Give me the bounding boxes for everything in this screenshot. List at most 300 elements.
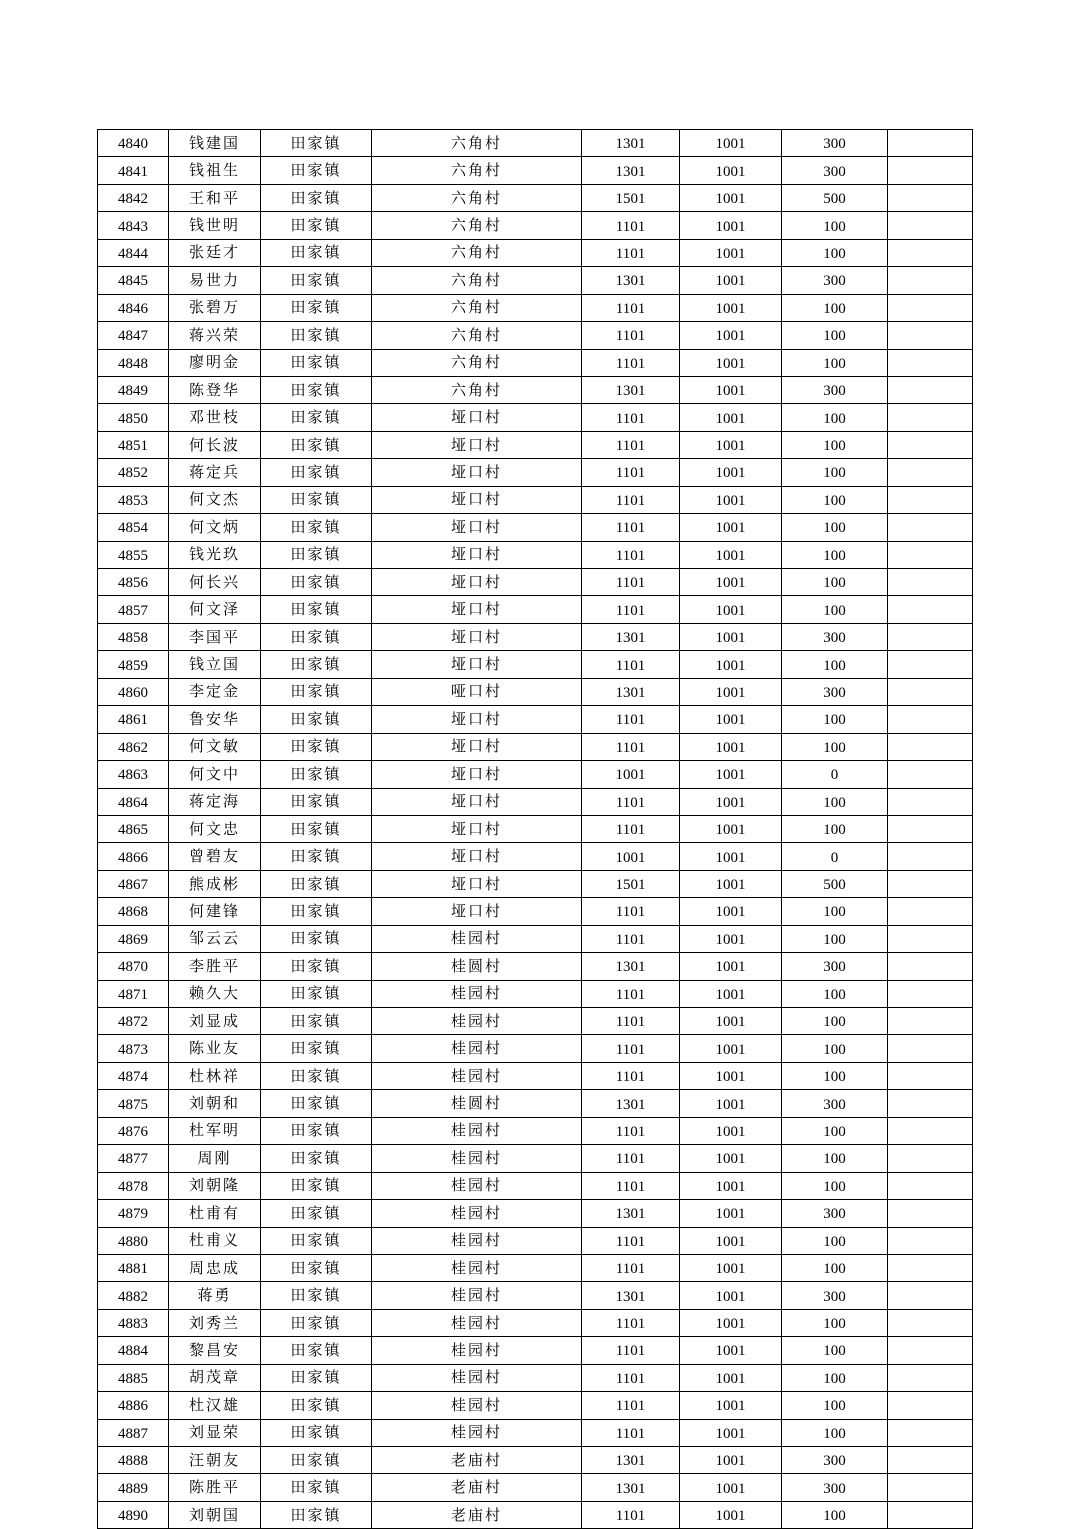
remark-cell — [888, 1337, 973, 1364]
village-cell: 桂园村 — [372, 1282, 582, 1309]
code-a-cell: 1101 — [582, 1309, 680, 1336]
row-number-cell: 4870 — [98, 953, 169, 980]
code-b-cell: 1001 — [680, 157, 782, 184]
amount-cell: 100 — [782, 596, 888, 623]
name-cell: 张碧万 — [169, 294, 261, 321]
village-cell: 桂园村 — [372, 1008, 582, 1035]
table-row — [98, 541, 973, 568]
code-b-cell: 1001 — [680, 322, 782, 349]
amount-cell: 0 — [782, 761, 888, 788]
table-row — [98, 815, 973, 842]
row-number-cell: 4842 — [98, 184, 169, 211]
amount-cell: 300 — [782, 1447, 888, 1474]
name-cell: 周刚 — [169, 1145, 261, 1172]
town-cell: 田家镇 — [261, 651, 372, 678]
row-number-cell: 4890 — [98, 1501, 169, 1528]
amount-cell: 100 — [782, 1145, 888, 1172]
amount-cell: 100 — [782, 925, 888, 952]
village-cell: 六角村 — [372, 212, 582, 239]
remark-cell — [888, 1254, 973, 1281]
code-a-cell: 1101 — [582, 212, 680, 239]
row-number-cell: 4866 — [98, 843, 169, 870]
code-a-cell: 1101 — [582, 1419, 680, 1446]
remark-cell — [888, 1392, 973, 1419]
code-a-cell: 1101 — [582, 651, 680, 678]
name-cell: 汪朝友 — [169, 1447, 261, 1474]
table-row — [98, 1364, 973, 1391]
town-cell: 田家镇 — [261, 678, 372, 705]
row-number-cell: 4853 — [98, 486, 169, 513]
row-number-cell: 4883 — [98, 1309, 169, 1336]
table-row — [98, 1200, 973, 1227]
amount-cell: 100 — [782, 898, 888, 925]
name-cell: 何文中 — [169, 761, 261, 788]
remark-cell — [888, 404, 973, 431]
code-b-cell: 1001 — [680, 1447, 782, 1474]
town-cell: 田家镇 — [261, 953, 372, 980]
row-number-cell: 4848 — [98, 349, 169, 376]
name-cell: 钱建国 — [169, 130, 261, 157]
remark-cell — [888, 1200, 973, 1227]
table-row — [98, 1254, 973, 1281]
code-b-cell: 1001 — [680, 212, 782, 239]
code-a-cell: 1101 — [582, 815, 680, 842]
row-number-cell: 4872 — [98, 1008, 169, 1035]
row-number-cell: 4886 — [98, 1392, 169, 1419]
code-a-cell: 1301 — [582, 623, 680, 650]
row-number-cell: 4863 — [98, 761, 169, 788]
table-body — [98, 130, 973, 1529]
town-cell: 田家镇 — [261, 157, 372, 184]
code-a-cell: 1101 — [582, 898, 680, 925]
village-cell: 桂园村 — [372, 1145, 582, 1172]
name-cell: 杜甫有 — [169, 1200, 261, 1227]
table-row — [98, 733, 973, 760]
amount-cell: 300 — [782, 1200, 888, 1227]
remark-cell — [888, 870, 973, 897]
table-row — [98, 404, 973, 431]
amount-cell: 100 — [782, 1309, 888, 1336]
village-cell: 桂园村 — [372, 1227, 582, 1254]
village-cell: 桂园村 — [372, 1035, 582, 1062]
code-b-cell: 1001 — [680, 1090, 782, 1117]
row-number-cell: 4885 — [98, 1364, 169, 1391]
remark-cell — [888, 267, 973, 294]
remark-cell — [888, 157, 973, 184]
town-cell: 田家镇 — [261, 376, 372, 403]
amount-cell: 100 — [782, 459, 888, 486]
code-b-cell: 1001 — [680, 623, 782, 650]
code-a-cell: 1301 — [582, 1282, 680, 1309]
table-row — [98, 1172, 973, 1199]
remark-cell — [888, 1501, 973, 1528]
table-row — [98, 1008, 973, 1035]
village-cell: 老庙村 — [372, 1501, 582, 1528]
town-cell: 田家镇 — [261, 1172, 372, 1199]
amount-cell: 500 — [782, 184, 888, 211]
row-number-cell: 4856 — [98, 569, 169, 596]
code-a-cell: 1101 — [582, 541, 680, 568]
row-number-cell: 4882 — [98, 1282, 169, 1309]
table-row — [98, 925, 973, 952]
town-cell: 田家镇 — [261, 815, 372, 842]
remark-cell — [888, 1447, 973, 1474]
town-cell: 田家镇 — [261, 486, 372, 513]
town-cell: 田家镇 — [261, 843, 372, 870]
name-cell: 何长波 — [169, 431, 261, 458]
row-number-cell: 4880 — [98, 1227, 169, 1254]
code-b-cell: 1001 — [680, 431, 782, 458]
remark-cell — [888, 706, 973, 733]
town-cell: 田家镇 — [261, 514, 372, 541]
code-a-cell: 1501 — [582, 870, 680, 897]
code-b-cell: 1001 — [680, 1364, 782, 1391]
town-cell: 田家镇 — [261, 925, 372, 952]
table-row — [98, 514, 973, 541]
table-row — [98, 569, 973, 596]
name-cell: 鲁安华 — [169, 706, 261, 733]
village-cell: 桂园村 — [372, 925, 582, 952]
remark-cell — [888, 459, 973, 486]
table-row — [98, 1474, 973, 1501]
village-cell: 桂圆村 — [372, 953, 582, 980]
town-cell: 田家镇 — [261, 1254, 372, 1281]
table-row — [98, 596, 973, 623]
remark-cell — [888, 1145, 973, 1172]
remark-cell — [888, 980, 973, 1007]
row-number-cell: 4871 — [98, 980, 169, 1007]
name-cell: 陈胜平 — [169, 1474, 261, 1501]
code-a-cell: 1301 — [582, 953, 680, 980]
remark-cell — [888, 184, 973, 211]
name-cell: 何长兴 — [169, 569, 261, 596]
remark-cell — [888, 761, 973, 788]
name-cell: 赖久大 — [169, 980, 261, 1007]
name-cell: 邹云云 — [169, 925, 261, 952]
row-number-cell: 4874 — [98, 1062, 169, 1089]
name-cell: 李国平 — [169, 623, 261, 650]
amount-cell: 100 — [782, 322, 888, 349]
table-row — [98, 1337, 973, 1364]
remark-cell — [888, 431, 973, 458]
amount-cell: 300 — [782, 1090, 888, 1117]
code-b-cell: 1001 — [680, 1062, 782, 1089]
table-row — [98, 1117, 973, 1144]
town-cell: 田家镇 — [261, 404, 372, 431]
row-number-cell: 4876 — [98, 1117, 169, 1144]
table-row — [98, 1447, 973, 1474]
code-a-cell: 1101 — [582, 925, 680, 952]
name-cell: 曾碧友 — [169, 843, 261, 870]
row-number-cell: 4852 — [98, 459, 169, 486]
name-cell: 陈业友 — [169, 1035, 261, 1062]
row-number-cell: 4888 — [98, 1447, 169, 1474]
code-a-cell: 1101 — [582, 1392, 680, 1419]
name-cell: 何文泽 — [169, 596, 261, 623]
code-b-cell: 1001 — [680, 267, 782, 294]
village-cell: 桂园村 — [372, 1309, 582, 1336]
table-row — [98, 431, 973, 458]
village-cell: 哑口村 — [372, 678, 582, 705]
table-row — [98, 843, 973, 870]
row-number-cell: 4868 — [98, 898, 169, 925]
amount-cell: 300 — [782, 678, 888, 705]
village-cell: 桂园村 — [372, 1419, 582, 1446]
code-a-cell: 1101 — [582, 980, 680, 1007]
code-a-cell: 1101 — [582, 514, 680, 541]
code-a-cell: 1101 — [582, 1145, 680, 1172]
name-cell: 陈登华 — [169, 376, 261, 403]
name-cell: 杜军明 — [169, 1117, 261, 1144]
row-number-cell: 4873 — [98, 1035, 169, 1062]
village-cell: 桂园村 — [372, 1172, 582, 1199]
row-number-cell: 4861 — [98, 706, 169, 733]
code-a-cell: 1101 — [582, 1035, 680, 1062]
town-cell: 田家镇 — [261, 1474, 372, 1501]
remark-cell — [888, 322, 973, 349]
name-cell: 刘显荣 — [169, 1419, 261, 1446]
village-cell: 垭口村 — [372, 843, 582, 870]
village-cell: 垭口村 — [372, 541, 582, 568]
row-number-cell: 4862 — [98, 733, 169, 760]
code-a-cell: 1101 — [582, 569, 680, 596]
amount-cell: 300 — [782, 1474, 888, 1501]
row-number-cell: 4878 — [98, 1172, 169, 1199]
row-number-cell: 4849 — [98, 376, 169, 403]
code-b-cell: 1001 — [680, 1254, 782, 1281]
code-b-cell: 1001 — [680, 1392, 782, 1419]
amount-cell: 100 — [782, 431, 888, 458]
amount-cell: 500 — [782, 870, 888, 897]
village-cell: 垭口村 — [372, 706, 582, 733]
town-cell: 田家镇 — [261, 1419, 372, 1446]
town-cell: 田家镇 — [261, 1282, 372, 1309]
code-b-cell: 1001 — [680, 1145, 782, 1172]
town-cell: 田家镇 — [261, 212, 372, 239]
row-number-cell: 4889 — [98, 1474, 169, 1501]
code-a-cell: 1301 — [582, 678, 680, 705]
code-b-cell: 1001 — [680, 925, 782, 952]
village-cell: 老庙村 — [372, 1447, 582, 1474]
amount-cell: 300 — [782, 953, 888, 980]
amount-cell: 0 — [782, 843, 888, 870]
name-cell: 周忠成 — [169, 1254, 261, 1281]
row-number-cell: 4875 — [98, 1090, 169, 1117]
amount-cell: 100 — [782, 651, 888, 678]
name-cell: 熊成彬 — [169, 870, 261, 897]
code-b-cell: 1001 — [680, 404, 782, 431]
row-number-cell: 4879 — [98, 1200, 169, 1227]
village-cell: 桂园村 — [372, 1200, 582, 1227]
name-cell: 何建锋 — [169, 898, 261, 925]
table-row — [98, 1062, 973, 1089]
code-b-cell: 1001 — [680, 870, 782, 897]
name-cell: 钱世明 — [169, 212, 261, 239]
table-row — [98, 1035, 973, 1062]
remark-cell — [888, 788, 973, 815]
remark-cell — [888, 541, 973, 568]
code-a-cell: 1101 — [582, 1501, 680, 1528]
village-cell: 垭口村 — [372, 431, 582, 458]
remark-cell — [888, 953, 973, 980]
code-b-cell: 1001 — [680, 184, 782, 211]
amount-cell: 100 — [782, 239, 888, 266]
code-a-cell: 1301 — [582, 1200, 680, 1227]
village-cell: 六角村 — [372, 239, 582, 266]
remark-cell — [888, 239, 973, 266]
village-cell: 垭口村 — [372, 788, 582, 815]
row-number-cell: 4844 — [98, 239, 169, 266]
name-cell: 李胜平 — [169, 953, 261, 980]
code-b-cell: 1001 — [680, 514, 782, 541]
amount-cell: 100 — [782, 294, 888, 321]
remark-cell — [888, 596, 973, 623]
town-cell: 田家镇 — [261, 569, 372, 596]
code-a-cell: 1101 — [582, 706, 680, 733]
code-a-cell: 1101 — [582, 404, 680, 431]
village-cell: 垭口村 — [372, 596, 582, 623]
town-cell: 田家镇 — [261, 267, 372, 294]
town-cell: 田家镇 — [261, 184, 372, 211]
row-number-cell: 4884 — [98, 1337, 169, 1364]
remark-cell — [888, 815, 973, 842]
code-b-cell: 1001 — [680, 459, 782, 486]
code-b-cell: 1001 — [680, 1008, 782, 1035]
village-cell: 垭口村 — [372, 733, 582, 760]
name-cell: 杜林祥 — [169, 1062, 261, 1089]
town-cell: 田家镇 — [261, 870, 372, 897]
code-b-cell: 1001 — [680, 678, 782, 705]
table-row — [98, 267, 973, 294]
row-number-cell: 4877 — [98, 1145, 169, 1172]
village-cell: 垭口村 — [372, 459, 582, 486]
remark-cell — [888, 1062, 973, 1089]
row-number-cell: 4881 — [98, 1254, 169, 1281]
amount-cell: 100 — [782, 733, 888, 760]
amount-cell: 300 — [782, 623, 888, 650]
town-cell: 田家镇 — [261, 1501, 372, 1528]
amount-cell: 100 — [782, 212, 888, 239]
code-b-cell: 1001 — [680, 815, 782, 842]
town-cell: 田家镇 — [261, 1309, 372, 1336]
amount-cell: 100 — [782, 1035, 888, 1062]
amount-cell: 100 — [782, 1337, 888, 1364]
remark-cell — [888, 1008, 973, 1035]
town-cell: 田家镇 — [261, 541, 372, 568]
name-cell: 廖明金 — [169, 349, 261, 376]
row-number-cell: 4850 — [98, 404, 169, 431]
row-number-cell: 4854 — [98, 514, 169, 541]
town-cell: 田家镇 — [261, 706, 372, 733]
code-b-cell: 1001 — [680, 349, 782, 376]
village-cell: 垭口村 — [372, 569, 582, 596]
town-cell: 田家镇 — [261, 733, 372, 760]
town-cell: 田家镇 — [261, 1090, 372, 1117]
amount-cell: 100 — [782, 980, 888, 1007]
table-row — [98, 1419, 973, 1446]
name-cell: 王和平 — [169, 184, 261, 211]
name-cell: 黎昌安 — [169, 1337, 261, 1364]
row-number-cell: 4845 — [98, 267, 169, 294]
name-cell: 蒋定兵 — [169, 459, 261, 486]
table-row — [98, 1392, 973, 1419]
table-row — [98, 1227, 973, 1254]
remark-cell — [888, 1090, 973, 1117]
code-a-cell: 1301 — [582, 376, 680, 403]
table-row — [98, 376, 973, 403]
name-cell: 钱祖生 — [169, 157, 261, 184]
row-number-cell: 4851 — [98, 431, 169, 458]
town-cell: 田家镇 — [261, 322, 372, 349]
name-cell: 蒋兴荣 — [169, 322, 261, 349]
town-cell: 田家镇 — [261, 1035, 372, 1062]
amount-cell: 300 — [782, 157, 888, 184]
data-table — [97, 129, 973, 1529]
remark-cell — [888, 843, 973, 870]
village-cell: 老庙村 — [372, 1474, 582, 1501]
code-b-cell: 1001 — [680, 541, 782, 568]
name-cell: 蒋定海 — [169, 788, 261, 815]
town-cell: 田家镇 — [261, 898, 372, 925]
amount-cell: 100 — [782, 1008, 888, 1035]
town-cell: 田家镇 — [261, 761, 372, 788]
code-a-cell: 1301 — [582, 130, 680, 157]
amount-cell: 100 — [782, 569, 888, 596]
table-row — [98, 1309, 973, 1336]
village-cell: 垭口村 — [372, 514, 582, 541]
town-cell: 田家镇 — [261, 1008, 372, 1035]
code-b-cell: 1001 — [680, 376, 782, 403]
code-b-cell: 1001 — [680, 239, 782, 266]
village-cell: 垭口村 — [372, 486, 582, 513]
code-b-cell: 1001 — [680, 130, 782, 157]
code-b-cell: 1001 — [680, 1309, 782, 1336]
remark-cell — [888, 1419, 973, 1446]
row-number-cell: 4858 — [98, 623, 169, 650]
remark-cell — [888, 925, 973, 952]
remark-cell — [888, 349, 973, 376]
village-cell: 垭口村 — [372, 870, 582, 897]
amount-cell: 100 — [782, 486, 888, 513]
table-row — [98, 130, 973, 157]
amount-cell: 100 — [782, 1501, 888, 1528]
remark-cell — [888, 733, 973, 760]
name-cell: 蒋勇 — [169, 1282, 261, 1309]
code-a-cell: 1301 — [582, 1474, 680, 1501]
amount-cell: 300 — [782, 1282, 888, 1309]
name-cell: 邓世枝 — [169, 404, 261, 431]
town-cell: 田家镇 — [261, 239, 372, 266]
town-cell: 田家镇 — [261, 459, 372, 486]
code-a-cell: 1301 — [582, 1447, 680, 1474]
table-row — [98, 349, 973, 376]
town-cell: 田家镇 — [261, 1227, 372, 1254]
code-a-cell: 1101 — [582, 459, 680, 486]
row-number-cell: 4887 — [98, 1419, 169, 1446]
town-cell: 田家镇 — [261, 623, 372, 650]
name-cell: 何文忠 — [169, 815, 261, 842]
code-b-cell: 1001 — [680, 761, 782, 788]
amount-cell: 100 — [782, 1172, 888, 1199]
code-b-cell: 1001 — [680, 1419, 782, 1446]
name-cell: 易世力 — [169, 267, 261, 294]
amount-cell: 100 — [782, 1364, 888, 1391]
code-b-cell: 1001 — [680, 1474, 782, 1501]
name-cell: 刘秀兰 — [169, 1309, 261, 1336]
town-cell: 田家镇 — [261, 788, 372, 815]
row-number-cell: 4865 — [98, 815, 169, 842]
village-cell: 桂园村 — [372, 1364, 582, 1391]
